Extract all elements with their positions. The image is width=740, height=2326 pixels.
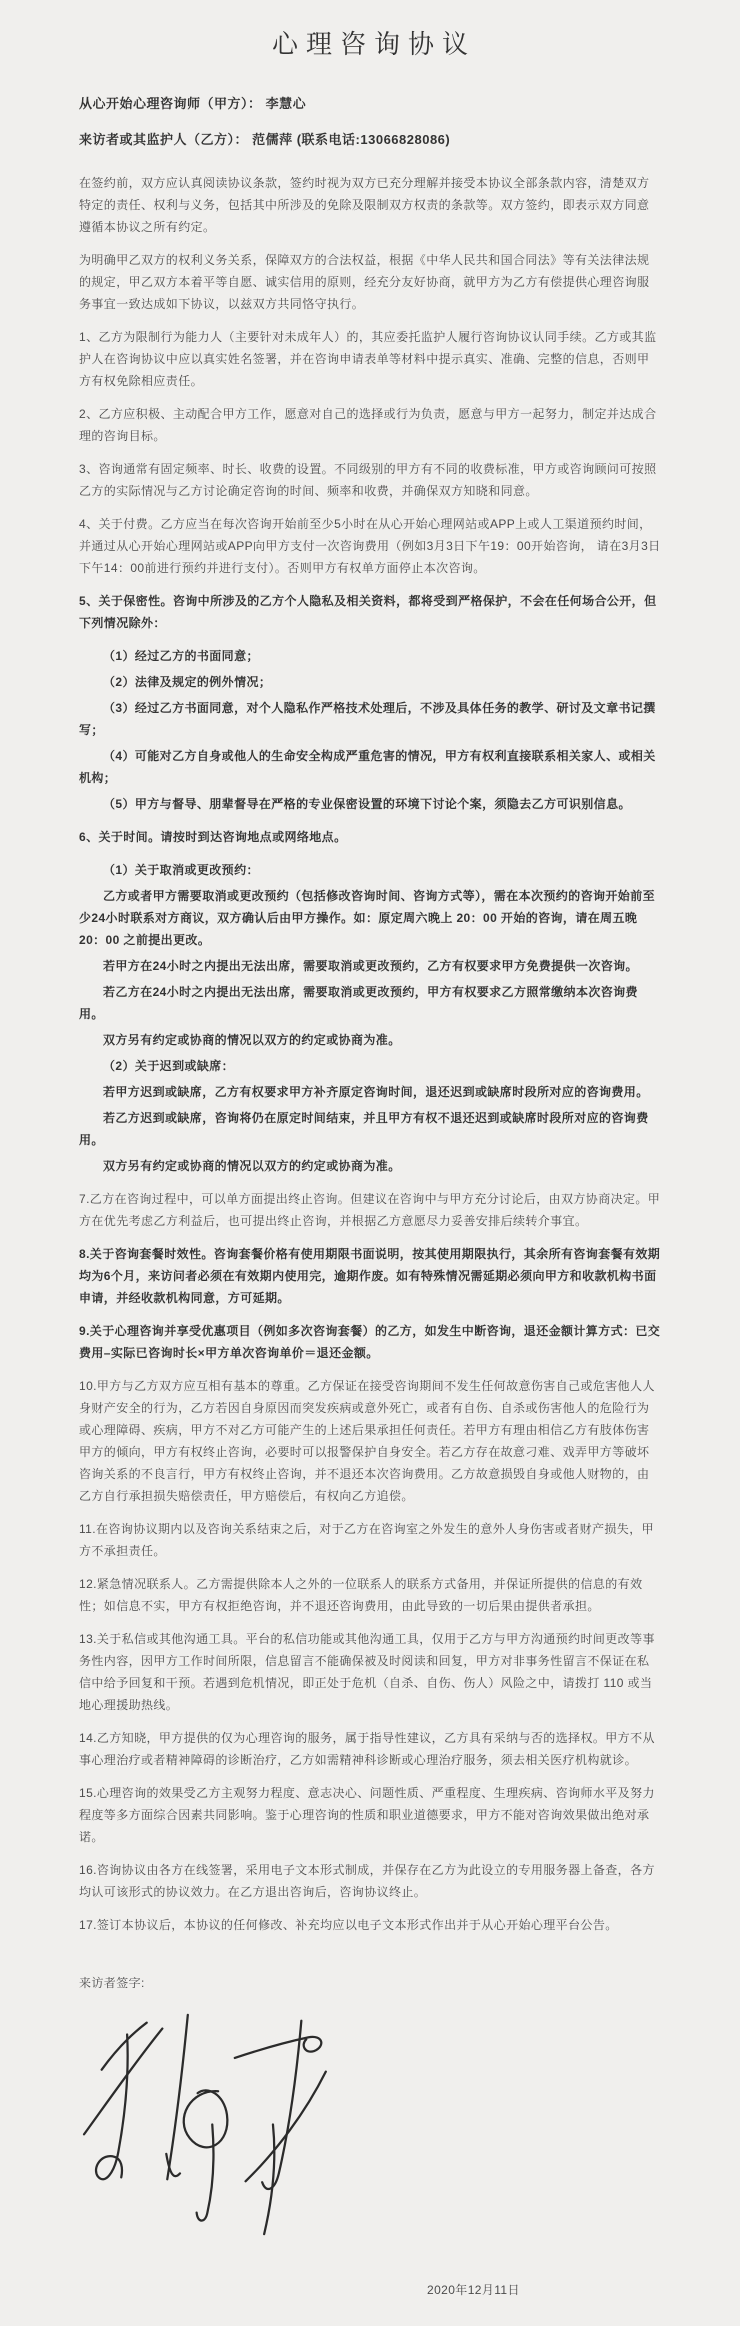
- document-date: 2020年12月11日: [427, 2283, 520, 2297]
- paragraph: 3、咨询通常有固定频率、时长、收费的设置。不同级别的甲方有不同的收费标准，甲方或咨询顾问可按照乙方的实际情况与乙方讨论确定咨询的时间、频率和收费，并确保双方知晓和同意。: [79, 462, 657, 498]
- signature-label: 来访者签字:: [79, 1976, 145, 1990]
- paragraph: 若甲方迟到或缺席，乙方有权要求甲方补齐原定咨询时间，退还迟到或缺席时段所对应的咨询费用。: [103, 1085, 649, 1099]
- paragraph: 8.关于咨询套餐时效性。咨询套餐价格有使用期限书面说明，按其使用期限执行，其余所有咨询套餐有效期均为6个月，来访问者必须在有效期内使用完，逾期作废。如有特殊情况需延期必须向甲方和收款机构书面申请，并经收款机构同意，方可延期。: [79, 1247, 661, 1305]
- paragraph: （5）甲方与督导、朋辈督导在严格的专业保密设置的环境下讨论个案，须隐去乙方可识别信息。: [103, 797, 631, 811]
- paragraph: 为明确甲乙双方的权利义务关系，保障双方的合法权益，根据《中华人民共和国合同法》等有关法律法规的规定，甲乙双方本着平等自愿、诚实信用的原则，经充分友好协商，就甲方为乙方有偿提供心理咨询服务事宜一致达成如下协议，以兹双方共同恪守执行。: [79, 253, 650, 311]
- party-a-line: 从心开始心理咨询师（甲方）： 李慧心: [79, 96, 307, 111]
- paragraph: 双方另有约定或协商的情况以双方的约定或协商为准。: [103, 1159, 401, 1173]
- paragraph: 7.乙方在咨询过程中，可以单方面提出终止咨询。但建议在咨询中与甲方充分讨论后，由双方协商决定。甲方在优先考虑乙方利益后，也可提出终止咨询，并根据乙方意愿尽力妥善安排后续转介事宜。: [79, 1192, 661, 1228]
- paragraph: 2、乙方应积极、主动配合甲方工作，愿意对自己的选择或行为负责，愿意与甲方一起努力，制定并达成合理的咨询目标。: [79, 407, 657, 443]
- paragraph: 15.心理咨询的效果受乙方主观努力程度、意志决心、问题性质、严重程度、生理疾病、咨询师水平及努力程度等多方面综合因素共同影响。鉴于心理咨询的性质和职业道德要求，甲方不能对咨询效果做出绝对承诺。: [79, 1786, 655, 1844]
- paragraph: 若乙方在24小时之内提出无法出席，需要取消或更改预约，甲方有权要求乙方照常缴纳本次咨询费用。: [79, 985, 638, 1021]
- paragraph: 9.关于心理咨询并享受优惠项目（例如多次咨询套餐）的乙方，如发生中断咨询，退还金额计算方式：已交费用–实际已咨询时长×甲方单次咨询单价＝退还金额。: [79, 1324, 661, 1360]
- paragraph: 11.在咨询协议期内以及咨询关系结束之后，对于乙方在咨询室之外发生的意外人身伤害或者财产损失，甲方不承担责任。: [79, 1522, 654, 1558]
- paragraph: （1）关于取消或更改预约：: [103, 863, 259, 877]
- paragraph: 17.签订本协议后，本协议的任何修改、补充均应以电子文本形式作出并于从心开始心理平台公告。: [79, 1918, 618, 1932]
- paragraph: （2）法律及规定的例外情况；: [103, 675, 272, 689]
- paragraph: （2）关于迟到或缺席：: [103, 1059, 235, 1073]
- page-title: 心理咨询协议: [271, 29, 476, 59]
- parties-section: [79, 93, 661, 148]
- paragraph: （1）经过乙方的书面同意；: [103, 649, 259, 663]
- paragraph: 在签约前，双方应认真阅读协议条款，签约时视为双方已充分理解并接受本协议全部条款内容，清楚双方特定的责任、权利与义务，包括其中所涉及的免除及限制双方权责的条款等。双方签约，即表示双方同意遵循本协议之所有约定。: [79, 176, 650, 234]
- paragraph: （3）经过乙方书面同意，对个人隐私作严格技术处理后，不涉及具体任务的教学、研讨及文章书记撰写；: [79, 701, 656, 737]
- paragraph: 10.甲方与乙方双方应互相有基本的尊重。乙方保证在接受咨询期间不发生任何故意伤害自己或危害他人人身财产安全的行为，乙方若因自身原因而突发疾病或意外死亡，或者有自伤、自杀或伤害他人的危险行为或心理障碍、疾病，甲方不对乙方可能产生的上述后果承担任何责任。若甲方有理由相信乙方有肢体伤害甲方的倾向，甲方有权终止咨询，必要时可以报警保护自身安全。若乙方存在故意刁难、戏弄甲方等破坏咨询关系的不良言行，甲方有权终止咨询，并不退还本次咨询费用。乙方故意损毁自身或他人财物的，由乙方自行承担损失赔偿责任，甲方赔偿后，有权向乙方追偿。: [79, 1379, 655, 1503]
- paragraph: 1、乙方为限制行为能力人（主要针对未成年人）的，其应委托监护人履行咨询协议认同手续。乙方或其监护人在咨询协议中应以真实姓名签署，并在咨询申请表单等材料中提示真实、准确、完整的信息，否则甲方有权免除相应责任。: [79, 330, 657, 388]
- paragraph: 6、关于时间。请按时到达咨询地点或网络地点。: [79, 830, 347, 844]
- party-b-line: 来访者或其监护人（乙方）： 范儒萍 (联系电话:13066828086): [79, 132, 451, 147]
- agreement-body: [79, 172, 661, 1936]
- paragraph: 5、关于保密性。咨询中所涉及的乙方个人隐私及相关资料，都将受到严格保护，不会在任何场合公开，但下列情况除外：: [79, 594, 657, 630]
- paragraph: 4、关于付费。乙方应当在每次咨询开始前至少5小时在从心开始心理网站或APP上或人工渠道预约时间，并通过从心开始心理网站或APP向甲方支付一次咨询费用（例如3月3日下午19：00开始咨询， 请在3月3日下午14：00前进行预约并进行支付）。否则甲方有权单方面停止本次咨询。: [79, 517, 661, 575]
- paragraph: 13.关于私信或其他沟通工具。平台的私信功能或其他沟通工具，仅用于乙方与甲方沟通预约时间更改等事务性内容，因甲方工作时间所限，信息留言不能确保被及时阅读和回复，甲方对非事务性留言不保证在私信中给予回复和干预。若遇到危机情况，即正处于危机（自杀、自伤、伤人）风险之中，请拨打 110 或当地心理援助热线。: [79, 1632, 655, 1712]
- paragraph: 12.紧急情况联系人。乙方需提供除本人之外的一位联系人的联系方式备用，并保证所提供的信息的有效性；如信息不实，甲方有权拒绝咨询，并不退还咨询费用，由此导致的一切后果由提供者承担。: [79, 1577, 643, 1613]
- paragraph: 16.咨询协议由各方在线签署，采用电子文本形式制成，并保存在乙方为此设立的专用服务器上备查，各方均认可该形式的协议效力。在乙方退出咨询后，咨询协议终止。: [79, 1863, 655, 1899]
- signature-image: [71, 2009, 333, 2239]
- paragraph: 乙方或者甲方需要取消或更改预约（包括修改咨询时间、咨询方式等），需在本次预约的咨询开始前至少24小时联系对方商议，双方确认后由甲方操作。如：原定周六晚上 20：00 开始的咨询，请在周五晚 20：00 之前提出更改。: [79, 889, 656, 947]
- paragraph: 双方另有约定或协商的情况以双方的约定或协商为准。: [103, 1033, 401, 1047]
- paragraph: 若甲方在24小时之内提出无法出席，需要取消或更改预约，乙方有权要求甲方免费提供一次咨询。: [103, 959, 638, 973]
- paragraph: （4）可能对乙方自身或他人的生命安全构成严重危害的情况，甲方有权利直接联系相关家人、或相关机构；: [79, 749, 656, 785]
- paragraph: 若乙方迟到或缺席，咨询将仍在原定时间结束，并且甲方有权不退还迟到或缺席时段所对应的咨询费用。: [79, 1111, 649, 1147]
- paragraph: 14.乙方知晓，甲方提供的仅为心理咨询的服务，属于指导性建议，乙方具有采纳与否的选择权。甲方不从事心理治疗或者精神障碍的诊断治疗，乙方如需精神科诊断或心理治疗服务，须去相关医疗机构就诊。: [79, 1731, 655, 1767]
